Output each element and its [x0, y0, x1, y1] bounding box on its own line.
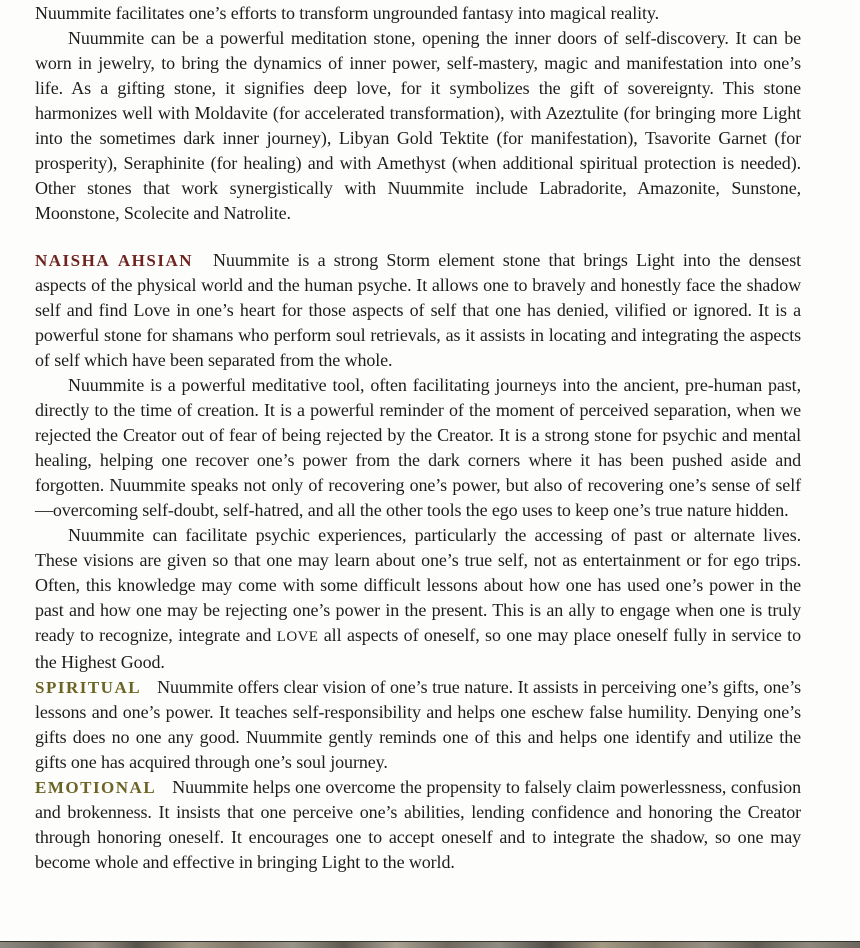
- meditation-stone-paragraph: Nuummite can be a powerful meditation stone, opening the inner doors of self-discovery. It can be worn in jewelry, to bring the dynamics of inner power, self-mastery, magic and manifestation into one’s life. As a gifting stone, it signifies deep love, for it symbolizes the gift of sovereignty. This stone harmonizes well with Moldavite (for accelerated transformation), with Azeztulite (for bringing more Light into the sometimes dark inner journey), Libyan Gold Tektite (for manifestation), Tsavorite Garnet (for prosperity), Seraphinite (for healing) and with Amethyst (when additional spiritual protection is needed). Other stones that work synergistically with Nuummite include Labradorite, Amazonite, Sunstone, Moonstone, Scolecite and Natrolite.: [35, 28, 801, 223]
- naisha-ahsian-heading: NAISHA AHSIAN: [35, 251, 194, 270]
- psychic-text-after-love: all aspects of oneself, so one may place oneself fully in service to the Highest Good.: [35, 625, 801, 672]
- psychic-experiences-paragraph: [35, 523, 801, 675]
- emotional-paragraph: [35, 775, 801, 875]
- intro-paragraph-last-line: Nuummite facilitates one’s efforts to transform ungrounded fantasy into magical reality.: [35, 3, 660, 23]
- emotional-heading: EMOTIONAL: [35, 778, 157, 797]
- psychic-text-before-love: Nuummite can facilitate psychic experiences, particularly the accessing of past or alternate lives. These visions are given so that one may learn about one’s true self, not as entertainment or for ego trips. Often, this knowledge may come with some difficult lessons about how one has used one’s power in the past and how one may be rejecting one’s power in the present. This is an ally to engage when one is truly ready to recognize, integrate and: [35, 525, 801, 645]
- photo-top-edge-strip: [0, 941, 860, 948]
- spiritual-heading: SPIRITUAL: [35, 678, 142, 697]
- naisha-ahsian-text: Nuummite is a strong Storm element stone that brings Light into the densest aspects of the physical world and the human psyche. It allows one to bravely and honestly face the shadow self and find Love in one’s heart for those aspects of self that one has denied, vilified or ignored. It is a powerful stone for shamans who perform soul retrievals, as it assists in locating and integrating the aspects of self which have been separated from the whole.: [35, 250, 802, 370]
- meditative-tool-paragraph: Nuummite is a powerful meditative tool, often facilitating journeys into the ancient, pre-human past, directly to the time of creation. It is a powerful reminder of the moment of perceived separation, when we rejected the Creator out of fear of being rejected by the Creator. It is a strong stone for psychic and mental healing, helping one recover one’s power from the dark corners where it has been pushed aside and forgotten. Nuummite speaks not only of recovering one’s power, but also of recovering one’s sense of self—overcoming self-doubt, self-hatred, and all the other tools the ego uses to keep one’s true nature hidden.: [35, 375, 801, 520]
- spiritual-text: Nuummite offers clear vision of one’s true nature. It assists in perceiving one’s gifts, one’s lessons and one’s power. It teaches self-responsibility and helps one eschew false humility. Denying one’s gifts does no one any good. Nuummite gently reminds one of this and helps one identify and utilize the gifts one has acquired through one’s soul journey.: [35, 677, 801, 772]
- emotional-text: Nuummite helps one overcome the propensity to falsely claim powerlessness, confusion and brokenness. It insists that one perceive one’s abilities, lending confidence and honoring the Creator through honoring oneself. It encourages one to accept oneself and to integrate the shadow, so one may become whole and effective in bringing Light to the world.: [35, 777, 801, 872]
- naisha-ahsian-paragraph: [35, 248, 801, 373]
- love-smallcaps-word: LOVE: [276, 629, 319, 645]
- spiritual-paragraph: [35, 675, 801, 775]
